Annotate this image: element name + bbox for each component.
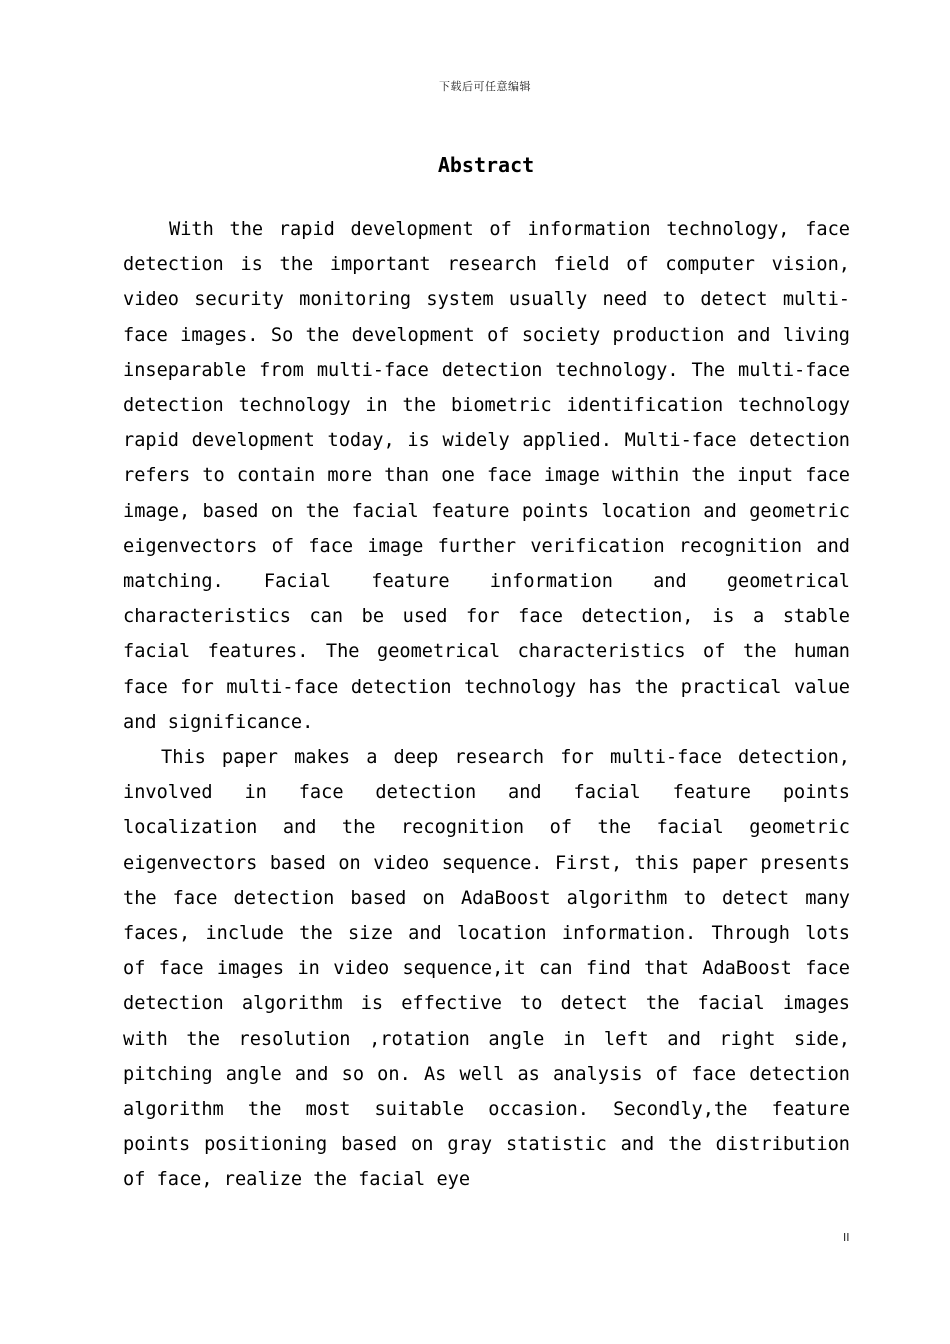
abstract-paragraph-1: With the rapid development of information technology, face detection is the important research field of computer vision, video security monitoring system usually need to detect multi-face images. So the development of society production and living inseparable from multi-face detection technology. The multi-face detection technology in the biometric identification technology rapid development today, is widely applied. Multi-face detection refers to contain more than one face image within the input face image, based on the facial feature points location and geometric eigenvectors of face image further verification recognition and matching. Facial feature information and geometrical characteristics can be used for face detection, is a stable facial features. The geometrical characteristics of the human face for multi-face detection technology has the practical value and significance. <box>123 219 850 733</box>
page-number: II <box>843 1231 850 1244</box>
page-title: Abstract <box>437 153 535 177</box>
abstract-body <box>123 212 850 1198</box>
abstract-paragraph-2: This paper makes a deep research for multi-face detection, involved in face detection and facial feature points localization and the recognition of the facial geometric eigenvectors based on video sequence. First, this paper presents the face detection based on AdaBoost algorithm to detect many faces, include the size and location information. Through lots of face images in video sequence,it can find that AdaBoost face detection algorithm is effective to detect the facial images with the resolution ,rotation angle in left and right side, pitching angle and so on. As well as analysis of face detection algorithm the most suitable occasion. Secondly,the feature points positioning based on gray statistic and the distribution of face, realize the facial eye <box>123 747 850 1191</box>
header-note: 下载后可任意编辑 <box>439 80 531 93</box>
